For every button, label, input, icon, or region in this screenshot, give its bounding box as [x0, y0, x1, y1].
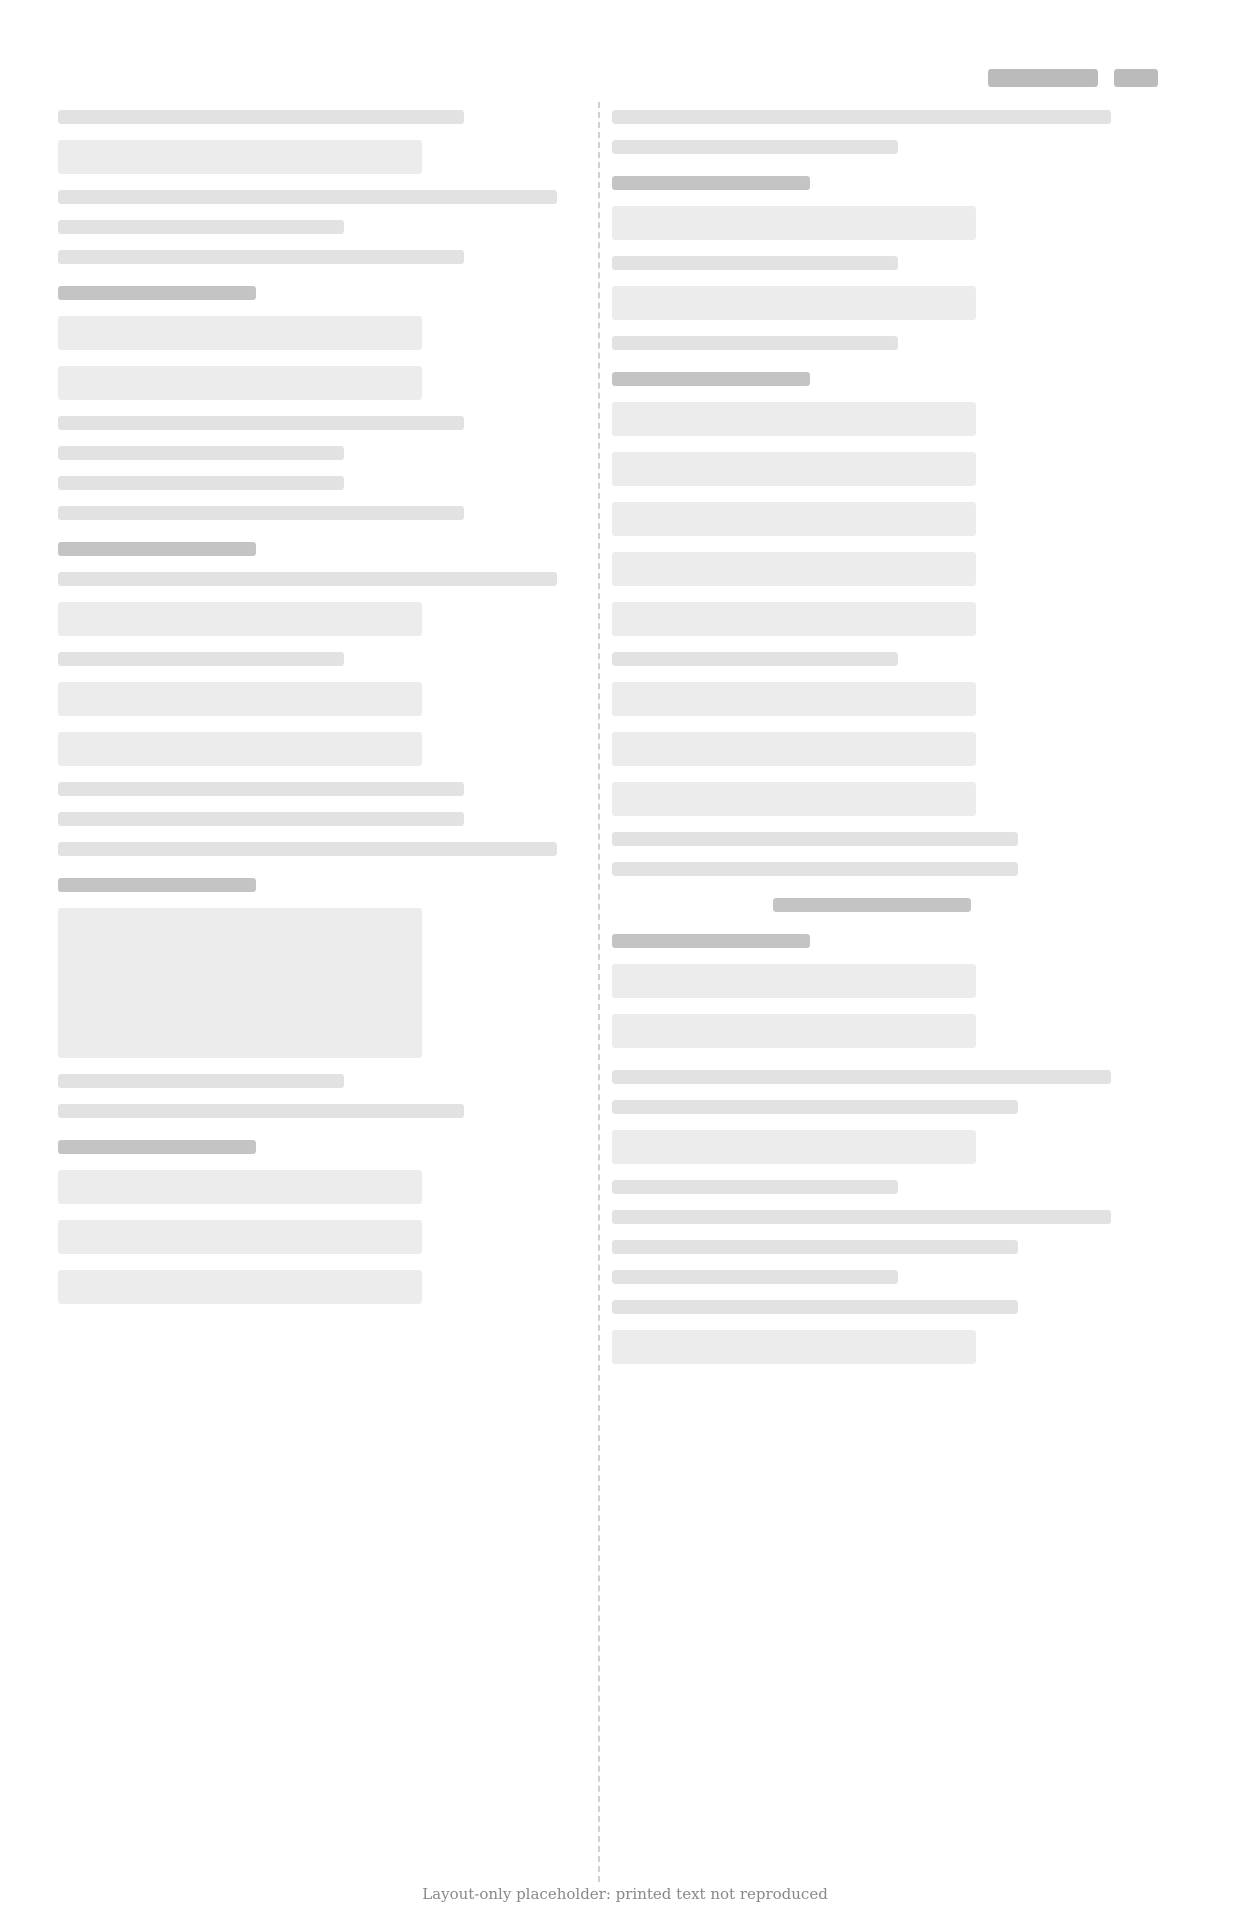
answer-block [58, 542, 578, 856]
page-number-placeholder [1114, 69, 1158, 87]
answer-block [58, 1140, 578, 1304]
answer-block [612, 110, 1132, 154]
column-divider [598, 102, 600, 1882]
answer-block [612, 1070, 1132, 1364]
answer-block [58, 878, 578, 1118]
answer-block [58, 286, 578, 520]
answer-block [612, 372, 1132, 876]
page-header [988, 60, 1158, 96]
answer-block [612, 934, 1132, 1048]
header-title-placeholder [988, 69, 1098, 87]
answer-block [58, 110, 578, 264]
placeholder-notice: Layout-only placeholder: printed text not reproduced [422, 1885, 828, 1903]
section-heading-placeholder [773, 898, 971, 912]
left-column [58, 110, 578, 1326]
answer-block [612, 176, 1132, 350]
right-column [612, 110, 1132, 1386]
